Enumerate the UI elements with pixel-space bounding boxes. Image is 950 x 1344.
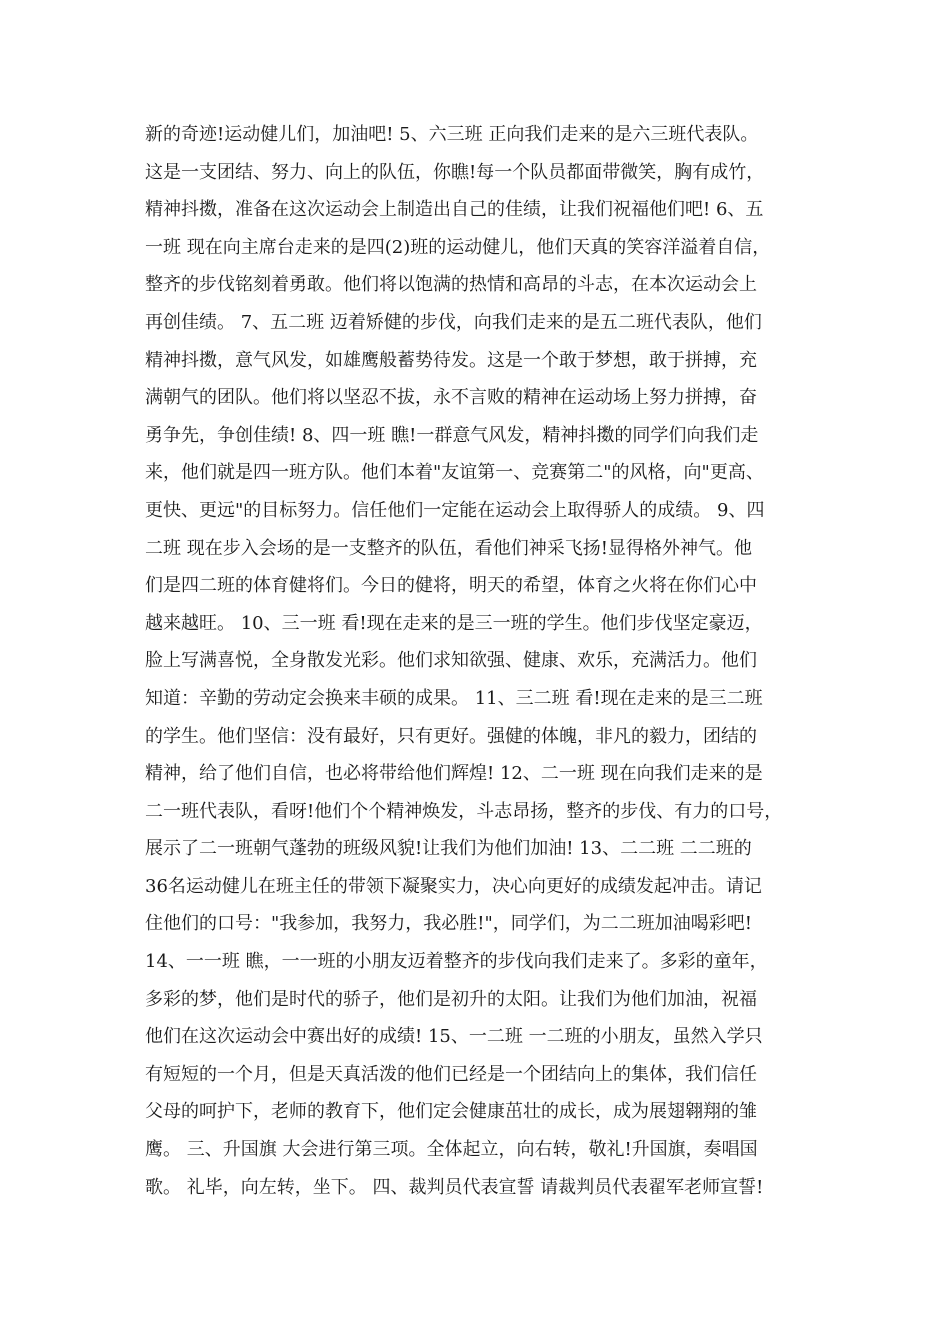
text-line: 鹰。 三、升国旗 大会进行第三项。全体起立，向右转，敬礼!升国旗，奏唱国 bbox=[145, 1139, 758, 1161]
text-line: 他们在这次运动会中赛出好的成绩! 15、一二班 一二班的小朋友，虽然入学只 bbox=[145, 1026, 763, 1048]
text-line: 们是四二班的体育健将们。今日的健将，明天的希望，体育之火将在你们心中 bbox=[145, 575, 757, 597]
text-line: 整齐的步伐铭刻着勇敢。他们将以饱满的热情和高昂的斗志，在本次运动会上 bbox=[145, 274, 757, 296]
text-line: 有短短的一个月，但是天真活泼的他们已经是一个团结向上的集体，我们信任 bbox=[145, 1063, 757, 1085]
text-line: 脸上写满喜悦，全身散发光彩。他们求知欲强、健康、欢乐，充满活力。他们 bbox=[145, 650, 757, 672]
text-line: 这是一支团结、努力、向上的队伍，你瞧!每一个队员都面带微笑，胸有成竹， bbox=[145, 161, 765, 183]
text-line: 二班 现在步入会场的是一支整齐的队伍，看他们神采飞扬!显得格外神气。他 bbox=[145, 537, 752, 559]
text-line: 新的奇迹!运动健儿们，加油吧! 5、六三班 正向我们走来的是六三班代表队。 bbox=[145, 124, 759, 145]
text-line: 展示了二一班朝气蓬勃的班级风貌!让我们为他们加油! 13、二二班 二二班的 bbox=[145, 838, 752, 860]
text-line: 36名运动健儿在班主任的带领下凝聚实力，决心向更好的成绩发起冲击。请记 bbox=[145, 875, 762, 897]
body-text bbox=[145, 116, 835, 1206]
text-line: 再创佳绩。 7、五二班 迈着矫健的步伐，向我们走来的是五二班代表队，他们 bbox=[145, 311, 762, 333]
text-line: 父母的呵护下，老师的教育下，他们定会健康茁壮的成长，成为展翅翱翔的雏 bbox=[145, 1101, 757, 1123]
text-line: 二一班代表队，看呀!他们个个精神焕发，斗志昂扬，整齐的步伐、有力的口号， bbox=[145, 800, 783, 822]
text-line: 精神抖擞，意气风发，如雄鹰般蓄势待发。这是一个敢于梦想，敢于拼搏，充 bbox=[145, 349, 757, 371]
text-line: 的学生。他们坚信：没有最好，只有更好。强健的体魄，非凡的毅力，团结的 bbox=[145, 725, 757, 747]
text-line: 14、一一班 瞧，一一班的小朋友迈着整齐的步伐向我们走来了。多彩的童年， bbox=[145, 951, 768, 973]
text-line: 住他们的口号："我参加，我努力，我必胜!"，同学们，为二二班加油喝彩吧! bbox=[145, 913, 753, 935]
text-line: 知道：辛勤的劳动定会换来丰硕的成果。 11、三二班 看!现在走来的是三二班 bbox=[145, 687, 763, 709]
text-line: 精神，给了他们自信，也必将带给他们辉煌! 12、二一班 现在向我们走来的是 bbox=[145, 763, 763, 785]
text-line: 勇争先，争创佳绩! 8、四一班 瞧!一群意气风发，精神抖擞的同学们向我们走 bbox=[145, 424, 759, 446]
text-line: 来，他们就是四一班方队。他们本着"友谊第一、竞赛第二"的风格，向"更高、 bbox=[145, 462, 764, 484]
text-line: 越来越旺。 10、三一班 看!现在走来的是三一班的学生。他们步伐坚定豪迈， bbox=[145, 612, 763, 634]
text-line: 精神抖擞，准备在这次运动会上制造出自己的佳绩，让我们祝福他们吧! 6、五 bbox=[145, 199, 764, 221]
text-line: 更快、更远"的目标努力。信任他们一定能在运动会上取得骄人的成绩。 9、四 bbox=[145, 499, 765, 521]
text-line: 多彩的梦，他们是时代的骄子，他们是初升的太阳。让我们为他们加油，祝福 bbox=[145, 988, 757, 1010]
text-line: 满朝气的团队。他们将以坚忍不拔，永不言败的精神在运动场上努力拼搏，奋 bbox=[145, 387, 757, 409]
text-line: 歌。 礼毕，向左转，坐下。 四、裁判员代表宣誓 请裁判员代表翟军老师宣誓! bbox=[145, 1176, 764, 1198]
text-line: 一班 现在向主席台走来的是四(2)班的运动健儿，他们天真的笑容洋溢着自信， bbox=[145, 236, 771, 258]
